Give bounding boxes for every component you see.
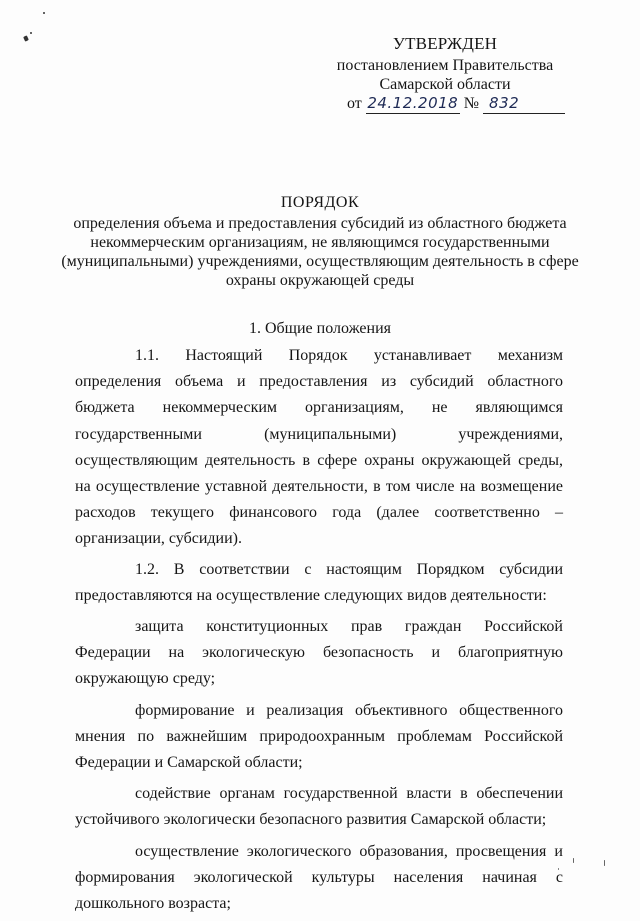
date-handwritten: 24.12.2018 <box>367 94 459 112</box>
approval-date-line <box>330 94 560 114</box>
approval-region: Самарской области <box>379 76 511 93</box>
date-prefix: от <box>347 95 362 112</box>
date-field <box>366 94 460 114</box>
section-heading: 1. Общие положения <box>248 320 392 337</box>
title-line-3: (муниципальными) учреждениями, осуществляющим деятельность в сфере <box>61 253 579 270</box>
scan-speck-mark <box>23 35 29 41</box>
paragraph-1-1: 1.1. Настоящий Порядок устанавливает механизм определения объема и предоставления из субсидий областного бюджета некоммерческим организациям, не являющимся государственными (муниципальными) учреждениями, осуществляющим деятельность в сфере охраны окружающей среды, на осуществление уставной деятельности, в том числе на возмещение расходов текущего финансового года (далее соответственно – организации, субсидии). <box>75 347 563 548</box>
scan-speck-bottom-2 <box>604 860 605 866</box>
title-line-2: некоммерческим организациям, не являющимся государственными <box>90 234 550 251</box>
list-item-opinion: формирование и реализация объективного общественного мнения по важнейшим природоохранным проблемам Российской Федерации и Самарской области; <box>75 701 563 772</box>
list-item-rights: защита конституционных прав граждан Российской Федерации на экологическую безопасность и благоприятную окружающую среду; <box>75 618 563 688</box>
approval-resolution: постановлением Правительства <box>336 57 554 74</box>
scan-speck-dot <box>30 32 32 34</box>
title-heading: ПОРЯДОК <box>280 194 360 211</box>
list-item-assistance: содействие органам государственной власти в обеспечении устойчивого экологически безопасного развития Самарской области; <box>75 785 563 829</box>
title-line-4: охраны окружающей среды <box>225 272 415 289</box>
title-line-1: определения объема и предоставления субсидий из областного бюджета <box>73 215 567 232</box>
scan-speck-bottom-1 <box>573 858 574 863</box>
number-handwritten: 832 <box>489 94 520 112</box>
list-item-education: осуществление экологического образования, просвещения и формирования экологической культуры населения начиная с дошкольного возраста; <box>75 842 563 913</box>
number-field <box>483 94 565 114</box>
number-prefix: № <box>463 95 480 112</box>
approval-status: УТВЕРЖДЕН <box>392 34 498 53</box>
paragraph-1-2: 1.2. В соответствии с настоящим Порядком субсидии предоставляются на осуществление следующих видов деятельности: <box>75 560 563 604</box>
document-title <box>60 193 580 290</box>
document-body <box>75 343 563 921</box>
approval-stamp <box>330 34 560 114</box>
scan-speck-top <box>43 12 45 14</box>
